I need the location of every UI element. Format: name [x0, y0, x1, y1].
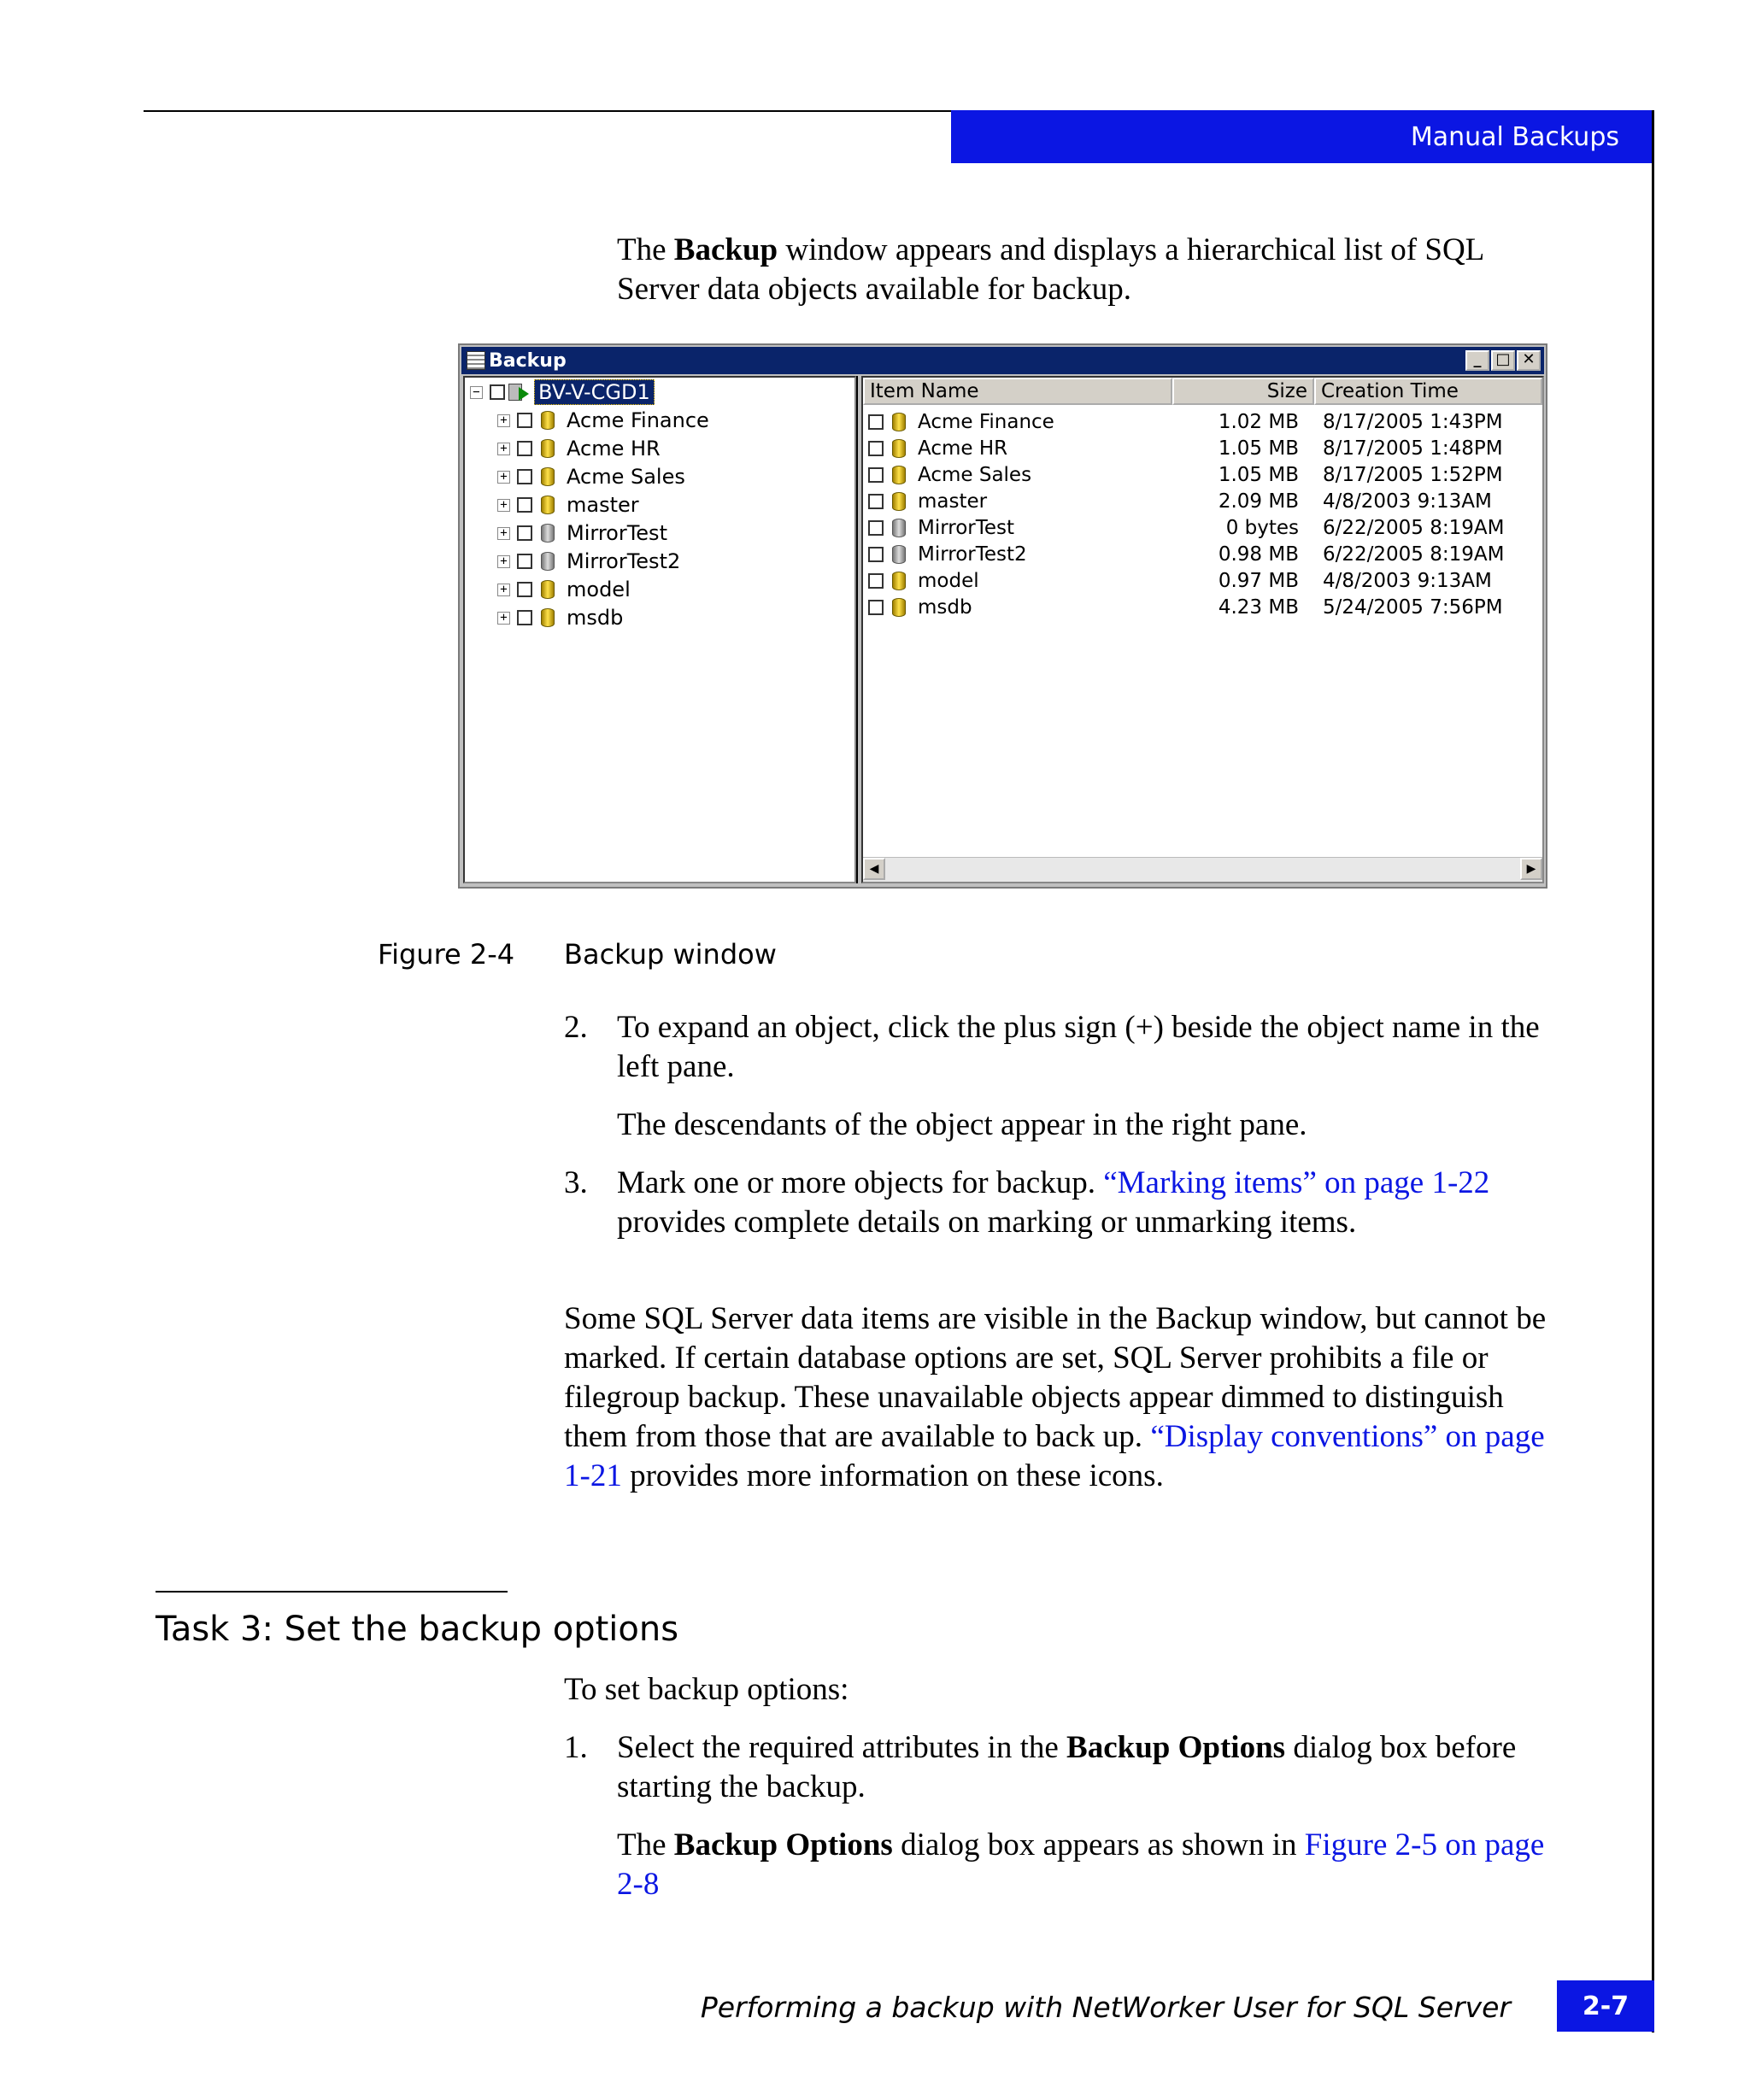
tree-item[interactable]: + Acme Sales	[497, 463, 685, 490]
section-heading: Task 3: Set the backup options	[156, 1610, 679, 1649]
step-number: 3.	[564, 1165, 588, 1200]
expand-icon[interactable]: +	[497, 414, 510, 427]
step-subtext: The descendants of the object appear in the right pane.	[617, 1107, 1307, 1142]
column-header-size[interactable]: Size	[1172, 378, 1314, 405]
close-button[interactable]: ✕	[1517, 350, 1541, 371]
server-icon	[508, 382, 531, 402]
expand-icon[interactable]: +	[497, 612, 510, 625]
maximize-button[interactable]: □	[1491, 350, 1515, 371]
expand-icon[interactable]: +	[497, 584, 510, 596]
section-title: Manual Backups	[1410, 121, 1619, 152]
database-icon	[892, 413, 906, 431]
right-margin-rule	[1652, 110, 1654, 2033]
tree-root[interactable]	[470, 379, 655, 405]
list-row[interactable]: MirrorTest2 0.98 MB 6/22/2005 8:19AM	[863, 541, 1530, 567]
item-checkbox[interactable]	[517, 582, 532, 597]
item-checkbox[interactable]	[868, 414, 884, 430]
expand-icon[interactable]: +	[497, 499, 510, 512]
database-icon	[541, 439, 555, 458]
database-icon	[892, 492, 906, 511]
database-icon	[892, 598, 906, 617]
tree-item[interactable]: + Acme Finance	[497, 407, 709, 434]
database-icon	[892, 439, 906, 458]
database-icon	[541, 580, 555, 599]
window-titlebar[interactable]	[461, 347, 1544, 374]
marking-items-link[interactable]: “Marking items” on page 1-22	[1103, 1165, 1490, 1200]
item-checkbox[interactable]	[517, 610, 532, 625]
display-conventions-link[interactable]: “Display conventions” on page 1-21	[564, 1419, 1545, 1493]
figure-title: Backup window	[564, 938, 777, 971]
step-text: Select the required attributes in the Backup Options dialog box before starting the backup.	[617, 1730, 1517, 1804]
list-row[interactable]: MirrorTest 0 bytes 6/22/2005 8:19AM	[863, 514, 1530, 541]
database-icon	[541, 467, 555, 486]
tree-item[interactable]: + MirrorTest2	[497, 548, 680, 575]
note-paragraph: Some SQL Server data items are visible in the Backup window, but cannot be marked. If certain database options are set, SQL Server prohibits a file or filegroup backup. These unavailable objects appear dimmed to distinguish them from those that are available to back up. “Display conventions” on page 1-21 provides more information on these icons.	[564, 1301, 1547, 1493]
database-icon	[892, 519, 906, 537]
database-icon	[892, 545, 906, 564]
item-checkbox[interactable]	[517, 469, 532, 484]
backup-window	[458, 343, 1547, 889]
item-checkbox[interactable]	[868, 520, 884, 536]
page-number: 2-7	[1557, 1980, 1654, 2032]
item-checkbox[interactable]	[517, 413, 532, 428]
database-icon	[541, 411, 555, 430]
list-row[interactable]: Acme Finance 1.02 MB 8/17/2005 1:43PM	[863, 408, 1530, 435]
list-row[interactable]: master 2.09 MB 4/8/2003 9:13AM	[863, 488, 1530, 514]
item-checkbox[interactable]	[868, 441, 884, 456]
figure-2-5-link[interactable]: Figure 2-5 on page 2-8	[617, 1827, 1545, 1902]
intro-paragraph: The Backup window appears and displays a hierarchical list of SQL Server data objects available for backup.	[617, 232, 1483, 307]
column-header-item-name[interactable]: Item Name	[863, 378, 1172, 405]
window-title: Backup	[489, 349, 567, 372]
app-icon	[467, 351, 485, 370]
database-icon	[541, 552, 555, 571]
tree-item[interactable]: + msdb	[497, 604, 623, 631]
item-checkbox[interactable]	[517, 441, 532, 456]
list-row[interactable]: model 0.97 MB 4/8/2003 9:13AM	[863, 567, 1530, 594]
figure-label: Figure 2-4	[378, 938, 515, 971]
expand-icon[interactable]: +	[497, 471, 510, 484]
tree-pane[interactable]	[463, 376, 856, 883]
section-rule	[156, 1591, 508, 1593]
item-checkbox[interactable]	[868, 573, 884, 589]
tree-item[interactable]: + Acme HR	[497, 435, 661, 462]
step-text: Mark one or more objects for backup. “Marking items” on page 1-22 provides complete details on marking or unmarking items.	[617, 1165, 1490, 1240]
tree-item[interactable]: + MirrorTest	[497, 519, 667, 547]
list-row[interactable]: Acme HR 1.05 MB 8/17/2005 1:48PM	[863, 435, 1530, 461]
item-checkbox[interactable]	[868, 467, 884, 483]
item-checkbox[interactable]	[517, 554, 532, 569]
expand-icon[interactable]: +	[497, 443, 510, 455]
item-list[interactable]	[861, 376, 1544, 883]
database-icon	[892, 572, 906, 590]
item-checkbox[interactable]	[517, 525, 532, 541]
header-rule	[144, 110, 951, 112]
tree-root-label[interactable]: BV-V-CGD1	[534, 379, 655, 405]
column-header-creation-time[interactable]: Creation Time	[1314, 378, 1542, 405]
item-checkbox[interactable]	[868, 547, 884, 562]
step-number: 1.	[564, 1730, 588, 1765]
database-icon	[541, 524, 555, 543]
item-checkbox[interactable]	[868, 494, 884, 509]
list-row[interactable]: Acme Sales 1.05 MB 8/17/2005 1:52PM	[863, 461, 1530, 488]
footer-text: Performing a backup with NetWorker User for SQL Server	[700, 1991, 1511, 2024]
item-checkbox[interactable]	[868, 600, 884, 615]
minimize-button[interactable]: _	[1465, 350, 1489, 371]
horizontal-scrollbar[interactable]	[863, 857, 1542, 882]
database-icon	[541, 608, 555, 627]
expand-icon[interactable]: +	[497, 527, 510, 540]
scroll-left-icon[interactable]: ◀	[863, 858, 885, 880]
root-checkbox[interactable]	[490, 384, 505, 400]
item-checkbox[interactable]	[517, 497, 532, 513]
section-header	[951, 110, 1653, 163]
tree-item[interactable]: + model	[497, 576, 631, 603]
step-number: 2.	[564, 1010, 588, 1045]
step-subtext: The Backup Options dialog box appears as shown in Figure 2-5 on page 2-8	[617, 1827, 1545, 1902]
database-icon	[541, 496, 555, 514]
task-intro: To set backup options:	[564, 1672, 849, 1707]
list-row[interactable]: msdb 4.23 MB 5/24/2005 7:56PM	[863, 594, 1530, 620]
collapse-icon[interactable]: −	[470, 386, 483, 399]
step-text: To expand an object, click the plus sign (+) beside the object name in the left pane.	[617, 1010, 1540, 1084]
tree-item[interactable]: + master	[497, 491, 639, 519]
scroll-right-icon[interactable]: ▶	[1520, 858, 1542, 880]
database-icon	[892, 466, 906, 484]
expand-icon[interactable]: +	[497, 555, 510, 568]
